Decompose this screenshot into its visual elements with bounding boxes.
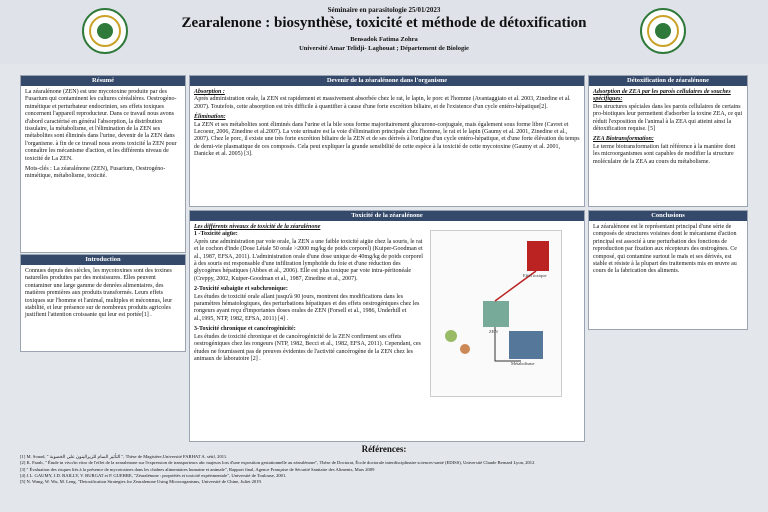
conclusions-text: La zéaralénone est le représentant principal d'une série de composés de structures voisines dont le mécanisme d'action principal est associé à une perturbation des fonctions de reproduction par fixation aux récepteurs des œstrogènes. Ce composé, qui contamine surtout le maïs et ses dérivés, est stable et résiste à la plupart des traitements mis en œuvre au cours de la fabrication des aliments. [593,224,737,275]
toxicity-levels-title: Les différents niveaux de toxicité de la zéaralénone [194,224,321,230]
university-name: Université Amar Telidji- Laghouat ; Département de Biologie [299,45,469,52]
reference-item: [2] K. Farah, " Étude in vivo/in vitro de l'effet de la zearalenone sur l'expression de transporteurs abc majeurs lors d'une exposition gestationnelle au zéaralénone", Thèse de Doctorat, École doctorale interdisciplinaire sciences-santé (EDISS), Université Claude Bernard Lyon, 2012 [20,460,535,466]
author-name: Bensadok Fatima Zohra [350,36,418,43]
absorption-text: Après administration orale, la ZEN est rapidement et massivement absorbée chez le rat, le lapin, le porc et l'homme (Avantaggiato et al. 2003, Zinedine et al. 2007). Toutefois, cette absorption est très difficile à quantifier à cause d'une forte excrétion biliaire, et de l'existence d'un cycle entéro-hépatique[2]. [194,96,571,110]
diagram-label-bottom: Métabolisme [511,361,535,366]
absorption-title: Absorption : [194,89,225,95]
elimination-text: La ZEN et ses métabolites sont éliminés dans l'urine et la bile sous forme majoritairement glucurono-conjuguée, mais également sous forme libre (Cavret et Lecoeur, 2006, Zinedine et al.2007). La voie urinaire est la voie d'élimination principale chez l'homme, le rat et le lapin (Gaumy et al. 2001, Zinedine et al., 2007). Chez le porc, il existe une très forte excrétion biliaire de la ZEN et de ses dérivés à l'origine d'un cycle entéro-hépatique, et d'une forte élévation du temps de demi-vie plasmatique de ces composés. Cela peut expliquer la grande sensibilité de cette espèce à la toxicité de cette mycotoxine (Gaumy et al. 2001, Danicke et al. 2005) [3]. [194,121,580,158]
toxicity-diagram [430,230,562,397]
section-resume [20,75,186,253]
acute-toxicity-text: Après une administration par voie orale, la ZEN a une faible toxicité aigüe chez la souris, le rat et le cochon d'inde (Dose Létale 50 orale >2000 mg/kg de poids corporel) (Kuiper-Goodman et al., 1987, EFSA, 2011). L'administration orale d'une dose unique de 40mg/kg de poids corporel à des souris est responsable d'une infiltration lymphoïde du foie et d'une réduction des glycogènes hépatiques (Abbes et al., 2006). Elle est plus toxique par voie intra-péritonéale (Creppy, 2002, Kuiper-Goodman et al., 1987, Zinedine et al., 2007). [194,238,423,282]
references [20,446,748,506]
section-heading: Détoxification de zéaralénone [589,76,747,86]
subacute-toxicity-text: Les études de toxicité orale allant jusqu'à 90 jours, montrent des modifications dans les paramètres hématologiques, des perturbations hépatiques et des effets oestrogéniques chez les rongeurs ayant reçu d'importantes doses orales de ZEN (Forsell et al., 1986, Underhill et al.,1995, NTP, 1982, EFSA, 2011) [4] . [194,293,420,322]
section-heading: Toxicité de la zéaralénone [190,211,584,221]
resume-keywords: Mots-clés : La zéaralénone (ZEN), Fusarium, Oestrogéno-mimétique, métabolisme, toxicité. [25,166,166,180]
elimination-title: Élimination: [194,114,226,121]
section-detoxification [588,75,748,207]
section-introduction [20,254,186,352]
reference-item: [1] M. Souad, " التأثير السام للزيرالينون على الخصوبة ", Thèse de Magistère,Université FARHAT A. sétif, 2011. [20,454,228,460]
section-heading: Introduction [21,255,185,265]
diagram-label-top: Effet toxique [523,273,547,278]
adsorption-text: Des structures spéciales dans les parois cellulaires de certains pro-biotiques leur permettent d'adsorber la toxine ZEA, ce qui réduit l'exposition de l'animal à la ZEA qui atteint ainsi la détoxification requise. [5] [593,103,743,133]
subacute-toxicity-title: 2-Toxicité subaigüe et subchronique: [194,286,288,293]
section-conclusions [588,210,748,330]
section-heading: Conclusions [589,211,747,221]
references-heading: Références: [361,444,407,454]
section-devenir [189,75,585,207]
reference-item: [4] J.L. GAUMY, J.D. BAILLY, V. BURGAT et P. GUERRE, "Zéaralénone : propriétés et toxicité expérimentale", Université de Toulouse, 2001. [20,472,287,478]
resume-text: La zéaralénone (ZEN) est une mycotoxine produite par des Fusarium qui contaminent les cultures céréalières. Oestrogéno-mimétique et perturbateur endocrinien, ses effets toxiques concernent l'appareil reproducteur. Dans ce travail nous avons d'abord caractérisé en général l'absorption, la distribution tissulaire, la métabolisme, et l'élimination de la ZEN ses métabolites sont éliminés dans l'urine, devenir de la ZEN dans l'organisme. à fin de ce travail nous avons toxicité la ZEN pour connaître les mécanisme d'action, et les différents niveau de toxicité de La ZEN. [25,89,177,162]
poster-header [0,0,768,64]
seminar-label: Séminaire en parasitologie 25/01/2023 [327,6,441,14]
adsorption-title: Adsorption de ZEA par les parois cellulaires de souches spécifiques: [593,89,731,103]
chronic-toxicity-text: Les études de toxicité chronique et de cancérogénicité de la ZEN confirment ses effets oestrogéniques chez les rongeurs (NTP, 1982, Becci et al., 1982, EFSA, 2011). Cependant, ces études ne fournissent pas de preuves évidentes de l'activité cancérogène de la ZEN chez les animaux de laboratoire [2] . [194,333,421,362]
reference-item: [3] " Évaluation des risques liés à la présence de mycotoxines dans les chaînes alimentaires humaine et animale", Rapport final, Agence Française de Sécurité Sanitaire des Aliments, Mars 2009 [20,466,375,472]
diagram-label-mid: ZEN [489,329,498,334]
reference-item: [5] N. Wang, W. Wu, M. Leng, "Detoxification Strategies for Zearalenone Using Microorganisms, Université de Chine, Juliet 2019. [20,479,262,485]
section-heading: Résumé [21,76,185,86]
biotransformation-text: Le terme biotransformation fait référence à la manière dont les microorganismes sont capables de modifier la structure moléculaire de la ZEA au cours du métabolisme. [593,143,736,165]
poster-title: Zearalenone : biosynthèse, toxicité et méthode de détoxification [181,15,587,31]
acute-toxicity-title: 1 -Toxicité aigüe: [194,231,238,238]
introduction-text: Connues depuis des siècles, les mycotoxines sont des toxines naturelles produites par des moisissures. Elles peuvent contaminer une large gamme de denrées alimentaires, des matières premières aux produits transformés. Leurs effets toxiques sur l'homme et l'animal, multiples et méconnus, leur stabilité, et leur présence sur de nombreux produits agricoles justifient l'attention croissante qui leur est portée[1] . [25,268,173,319]
biotransformation-title: ZEA Biotransformation: [593,136,654,143]
chronic-toxicity-title: 3-Toxicité chronique et cancérogénicité: [194,326,296,333]
section-heading: Devenir de la zéaralénone dans l'organisme [190,76,584,86]
